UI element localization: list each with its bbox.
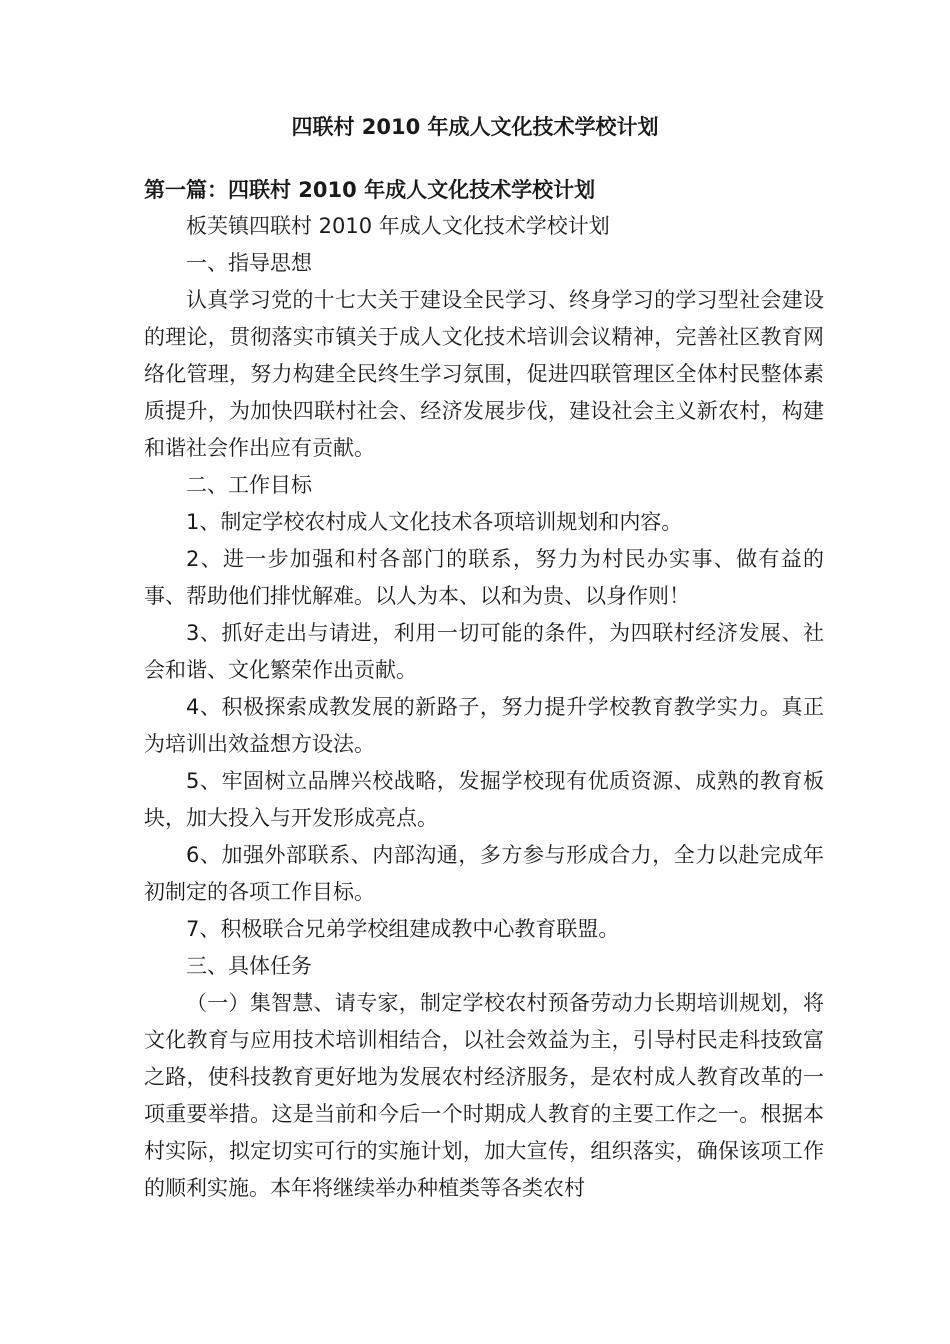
heading-work-goals: 二、工作目标 [186, 473, 312, 497]
document-title: 四联村 2010 年成人文化技术学校计划 [291, 115, 659, 139]
paragraph-subtitle: 板芙镇四联村 2010 年成人文化技术学校计划 [186, 214, 610, 238]
document-body [144, 208, 824, 1207]
paragraph-task-1: （一）集智慧、请专家，制定学校农村预备劳动力长期培训规划，将文化教育与应用技术培训相结合，以社会效益为主，引导村民走科技致富之路，使科技教育更好地为发展农村经济服务，是农村成人教育改革的一项重要举措。这是当前和今后一个时期成人教育的主要工作之一。根据本村实际，拟定切实可行的实施计划，加大宣传，组织落实，确保该项工作的顺利实施。本年将继续举办种植类等各类农村 [144, 991, 824, 1200]
goal-item-7: 7、积极联合兄弟学校组建成教中心教育联盟。 [186, 917, 620, 941]
goal-item-3: 3、抓好走出与请进，利用一切可能的条件，为四联村经济发展、社会和谐、文化繁荣作出贡献。 [144, 621, 824, 682]
section-heading: 第一篇：四联村 2010 年成人文化技术学校计划 [144, 178, 596, 202]
paragraph-guiding-ideology: 认真学习党的十七大关于建设全民学习、终身学习的学习型社会建设的理论，贯彻落实市镇关于成人文化技术培训会议精神，完善社区教育网络化管理，努力构建全民终生学习氛围，促进四联管理区全体村民整体素质提升，为加快四联村社会、经济发展步伐，建设社会主义新农村，构建和谐社会作出应有贡献。 [144, 288, 824, 460]
heading-guiding-ideology: 一、指导思想 [186, 251, 312, 275]
goal-item-1: 1、制定学校农村成人文化技术各项培训规划和内容。 [186, 510, 683, 534]
goal-item-2: 2、进一步加强和村各部门的联系，努力为村民办实事、做有益的事、帮助他们排忧解难。以人为本、以和为贵、以身作则！ [144, 547, 824, 608]
goal-item-6: 6、加强外部联系、内部沟通，多方参与形成合力，全力以赴完成年初制定的各项工作目标。 [144, 843, 824, 904]
goal-item-5: 5、牢固树立品牌兴校战略，发掘学校现有优质资源、成熟的教育板块，加大投入与开发形成亮点。 [144, 769, 824, 830]
goal-item-4: 4、积极探索成教发展的新路子，努力提升学校教育教学实力。真正为培训出效益想方设法。 [144, 695, 824, 756]
heading-specific-tasks: 三、具体任务 [186, 954, 312, 978]
